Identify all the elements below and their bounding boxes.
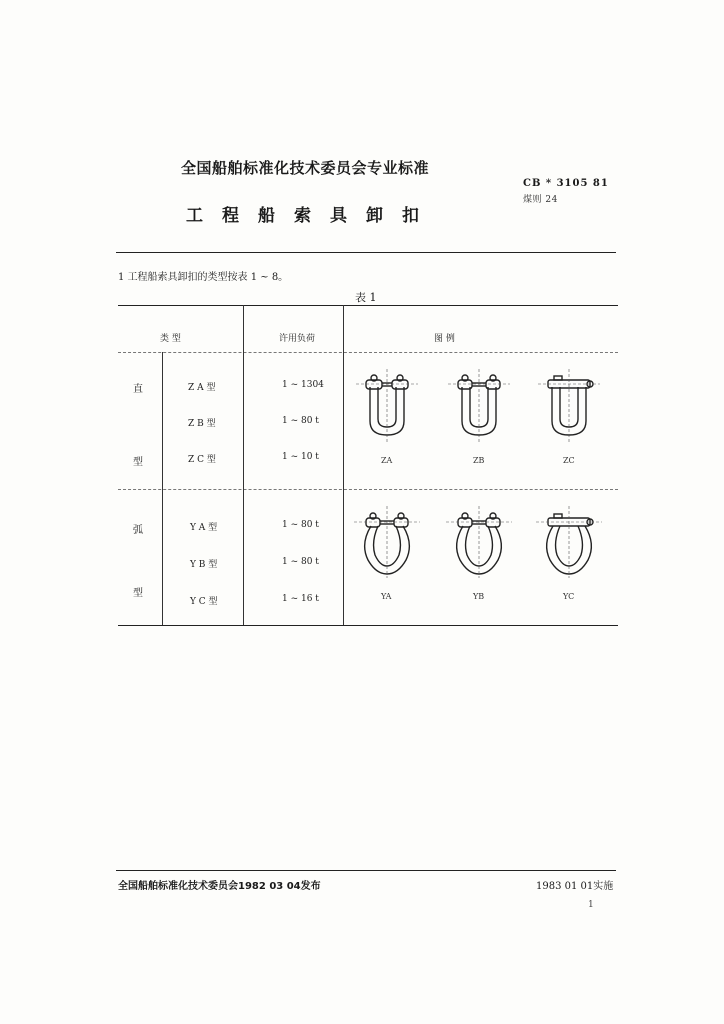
table-top-rule bbox=[118, 305, 618, 306]
figure-label-ya: YA bbox=[381, 592, 392, 601]
issue-statement: 全国船舶标准化技术委员会1982 03 04发布 bbox=[118, 881, 321, 892]
shackle-zc-figure bbox=[544, 373, 594, 445]
model-zb: Z B 型 bbox=[188, 419, 216, 429]
figure-label-yb: YB bbox=[473, 592, 485, 601]
model-za: Z A 型 bbox=[188, 383, 216, 393]
classification-code: 煤则 24 bbox=[523, 195, 558, 205]
header-figure: 图 例 bbox=[434, 334, 455, 344]
effective-date: 1983 01 01实施 bbox=[536, 881, 614, 892]
table-caption: 表 1 bbox=[355, 291, 377, 304]
load-yc: 1 ~ 16 t bbox=[282, 594, 319, 604]
model-zc: Z C 型 bbox=[188, 455, 216, 465]
load-zc: 1 ~ 10 t bbox=[282, 452, 319, 462]
figure-label-za: ZA bbox=[381, 456, 393, 465]
shackle-ya-figure bbox=[362, 510, 412, 580]
header-type: 类 型 bbox=[160, 334, 181, 344]
standard-code: CB * 3105 81 bbox=[523, 178, 609, 189]
footer-rule bbox=[116, 870, 616, 871]
shackle-za-figure bbox=[362, 373, 412, 445]
load-yb: 1 ~ 80 t bbox=[282, 557, 319, 567]
group-straight-label-bottom: 型 bbox=[133, 457, 143, 468]
shackle-yb-figure bbox=[454, 510, 504, 580]
organization-heading: 全国船舶标准化技术委员会专业标准 bbox=[181, 159, 430, 177]
load-zb: 1 ~ 80 t bbox=[282, 416, 319, 426]
header-load: 许用负荷 bbox=[279, 334, 316, 344]
header-divider bbox=[118, 352, 618, 353]
shackle-zb-figure bbox=[454, 373, 504, 445]
group-divider bbox=[118, 489, 618, 490]
column-divider-type bbox=[243, 305, 244, 625]
figure-label-zb: ZB bbox=[473, 456, 485, 465]
column-divider-group bbox=[162, 352, 163, 625]
column-divider-load bbox=[343, 305, 344, 625]
group-bow-label-bottom: 型 bbox=[133, 588, 143, 599]
group-straight-label-top: 直 bbox=[133, 384, 143, 395]
figure-label-yc: YC bbox=[563, 592, 575, 601]
group-bow-label-top: 弧 bbox=[133, 525, 143, 536]
model-yb: Y B 型 bbox=[190, 560, 218, 570]
load-ya: 1 ~ 80 t bbox=[282, 520, 319, 530]
intro-paragraph: 1 工程船索具卸扣的类型按表 1 ~ 8。 bbox=[118, 272, 289, 283]
document-title: 工程船索具卸扣 bbox=[186, 206, 438, 226]
page-number: 1 bbox=[588, 900, 594, 910]
header-rule bbox=[116, 252, 616, 253]
figure-label-zc: ZC bbox=[563, 456, 575, 465]
load-za: 1 ~ 1304 bbox=[282, 380, 324, 390]
model-ya: Y A 型 bbox=[190, 523, 218, 533]
model-yc: Y C 型 bbox=[190, 597, 218, 607]
shackle-yc-figure bbox=[544, 510, 594, 580]
table-bottom-rule bbox=[118, 625, 618, 626]
